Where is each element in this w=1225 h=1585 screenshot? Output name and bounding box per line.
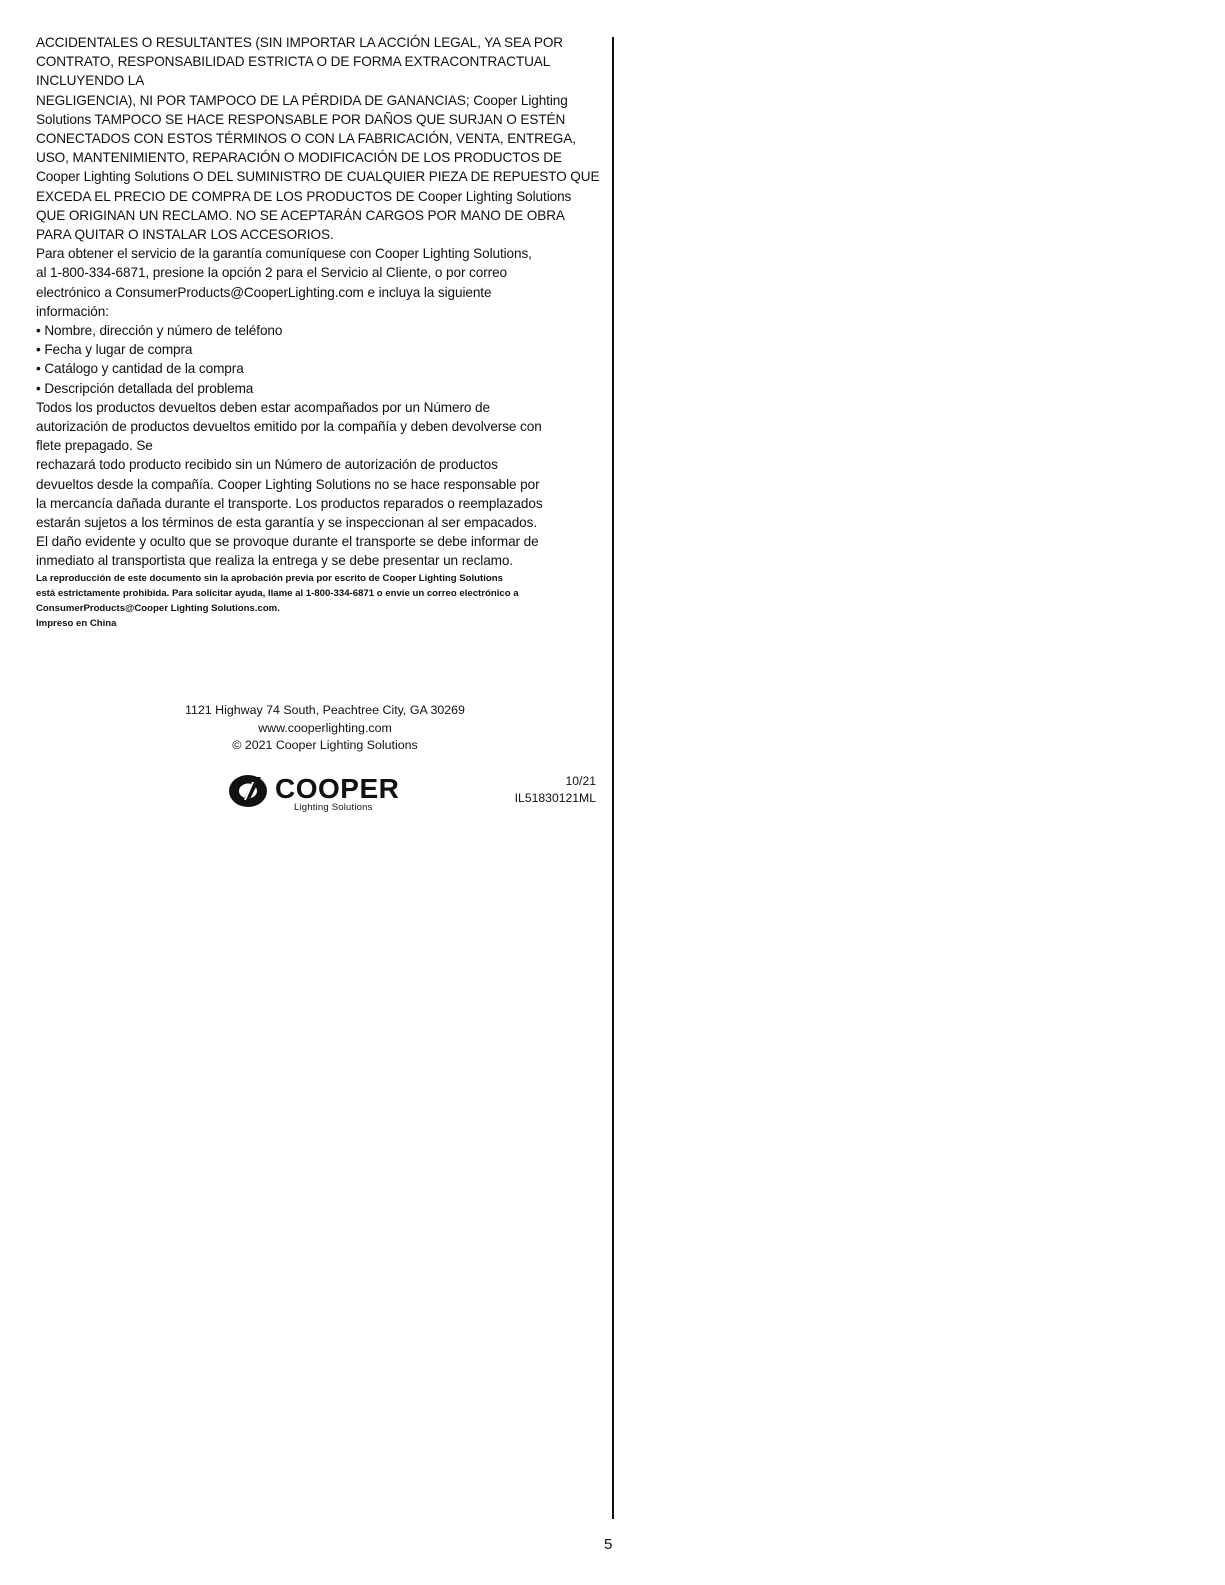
body-line: ACCIDENTALES O RESULTANTES (SIN IMPORTAR LA ACCIÓN LEGAL, YA SEA POR — [36, 35, 564, 50]
body-line: NEGLIGENCIA), NI POR TAMPOCO DE LA PÉRDIDA DE GANANCIAS; Cooper Lighting — [36, 92, 568, 108]
list-item: • Fecha y lugar de compra — [36, 342, 193, 358]
body-line: Para obtener el servicio de la garantía comuníquese con Cooper Lighting Solutions, — [36, 246, 532, 262]
warranty-body — [36, 33, 600, 571]
body-line: autorización de productos devueltos emitido por la compañía y deben devolverse con — [36, 419, 542, 435]
body-line: inmediato al transportista que realiza la entrega y se debe presentar un reclamo. — [36, 553, 514, 569]
document-code: IL51830121ML — [514, 791, 596, 805]
body-line: electrónico a ConsumerProducts@CooperLighting.com e incluya la siguiente — [36, 284, 492, 300]
body-line: Solutions TAMPOCO SE HACE RESPONSABLE POR DAÑOS QUE SURJAN O ESTÉN — [36, 111, 566, 127]
body-line: Cooper Lighting Solutions O DEL SUMINISTRO DE CUALQUIER PIEZA DE REPUESTO QUE — [36, 169, 600, 185]
body-line: flete prepagado. Se — [36, 438, 153, 454]
fine-print-line: está estrictamente prohibida. Para solicitar ayuda, llame al 1-800-334-6871 o envíe un correo electrónico a — [36, 587, 519, 599]
body-line: INCLUYENDO LA — [36, 73, 145, 89]
body-line: CONTRATO, RESPONSABILIDAD ESTRICTA O DE FORMA EXTRACONTRACTUAL — [36, 54, 551, 70]
list-item: • Descripción detallada del problema — [36, 380, 254, 396]
list-item: • Catálogo y cantidad de la compra — [36, 361, 244, 377]
body-line: El daño evidente y oculto que se provoque durante el transporte se debe informar de — [36, 534, 539, 550]
column-divider — [612, 37, 614, 1519]
body-line: información: — [36, 303, 109, 319]
company-address-block — [160, 702, 490, 755]
body-line: la mercancía dañada durante el transporte. Los productos reparados o reemplazados — [36, 495, 543, 511]
body-line: estarán sujetos a los términos de esta garantía y se inspeccionan al ser empacados. — [36, 515, 537, 531]
copyright-notice: © 2021 Cooper Lighting Solutions — [232, 738, 418, 752]
company-address: 1121 Highway 74 South, Peachtree City, GA 30269 — [185, 703, 465, 717]
body-line: al 1-800-334-6871, presione la opción 2 para el Servicio al Cliente, o por correo — [36, 265, 507, 281]
fine-print-line: ConsumerProducts@Cooper Lighting Solutions.com. — [36, 603, 280, 615]
page-number: 5 — [604, 1536, 613, 1553]
logo-wordmark: COOPER — [275, 773, 400, 804]
body-line: Todos los productos devueltos deben estar acompañados por un Número de — [36, 399, 490, 415]
body-line: devueltos desde la compañía. Cooper Lighting Solutions no se hace responsable por — [36, 476, 540, 492]
body-line: CONECTADOS CON ESTOS TÉRMINOS O CON LA FABRICACIÓN, VENTA, ENTREGA, — [36, 131, 576, 147]
company-website: www.cooperlighting.com — [258, 720, 392, 735]
body-line: rechazará todo producto recibido sin un Número de autorización de productos — [36, 457, 498, 473]
fine-print-line: Impreso en China — [36, 618, 117, 630]
cooper-logo-mark-icon — [227, 773, 269, 809]
logo-subtitle: Lighting Solutions — [294, 802, 373, 813]
fine-print — [36, 571, 596, 632]
cooper-logo — [227, 773, 400, 819]
list-item: • Nombre, dirección y número de teléfono — [36, 323, 283, 339]
body-line: QUE ORIGINAN UN RECLAMO. NO SE ACEPTARÁN CARGOS POR MANO DE OBRA — [36, 207, 565, 223]
fine-print-line: La reproducción de este documento sin la aprobación previa por escrito de Cooper Lighting Solutions — [36, 572, 503, 584]
document-id-block — [480, 773, 596, 807]
body-line: EXCEDA EL PRECIO DE COMPRA DE LOS PRODUCTOS DE Cooper Lighting Solutions — [36, 188, 572, 204]
body-line: USO, MANTENIMIENTO, REPARACIÓN O MODIFICACIÓN DE LOS PRODUCTOS DE — [36, 150, 562, 166]
revision-date: 10/21 — [565, 774, 596, 788]
body-line: PARA QUITAR O INSTALAR LOS ACCESORIOS. — [36, 227, 334, 243]
warranty-text-column — [36, 33, 600, 632]
